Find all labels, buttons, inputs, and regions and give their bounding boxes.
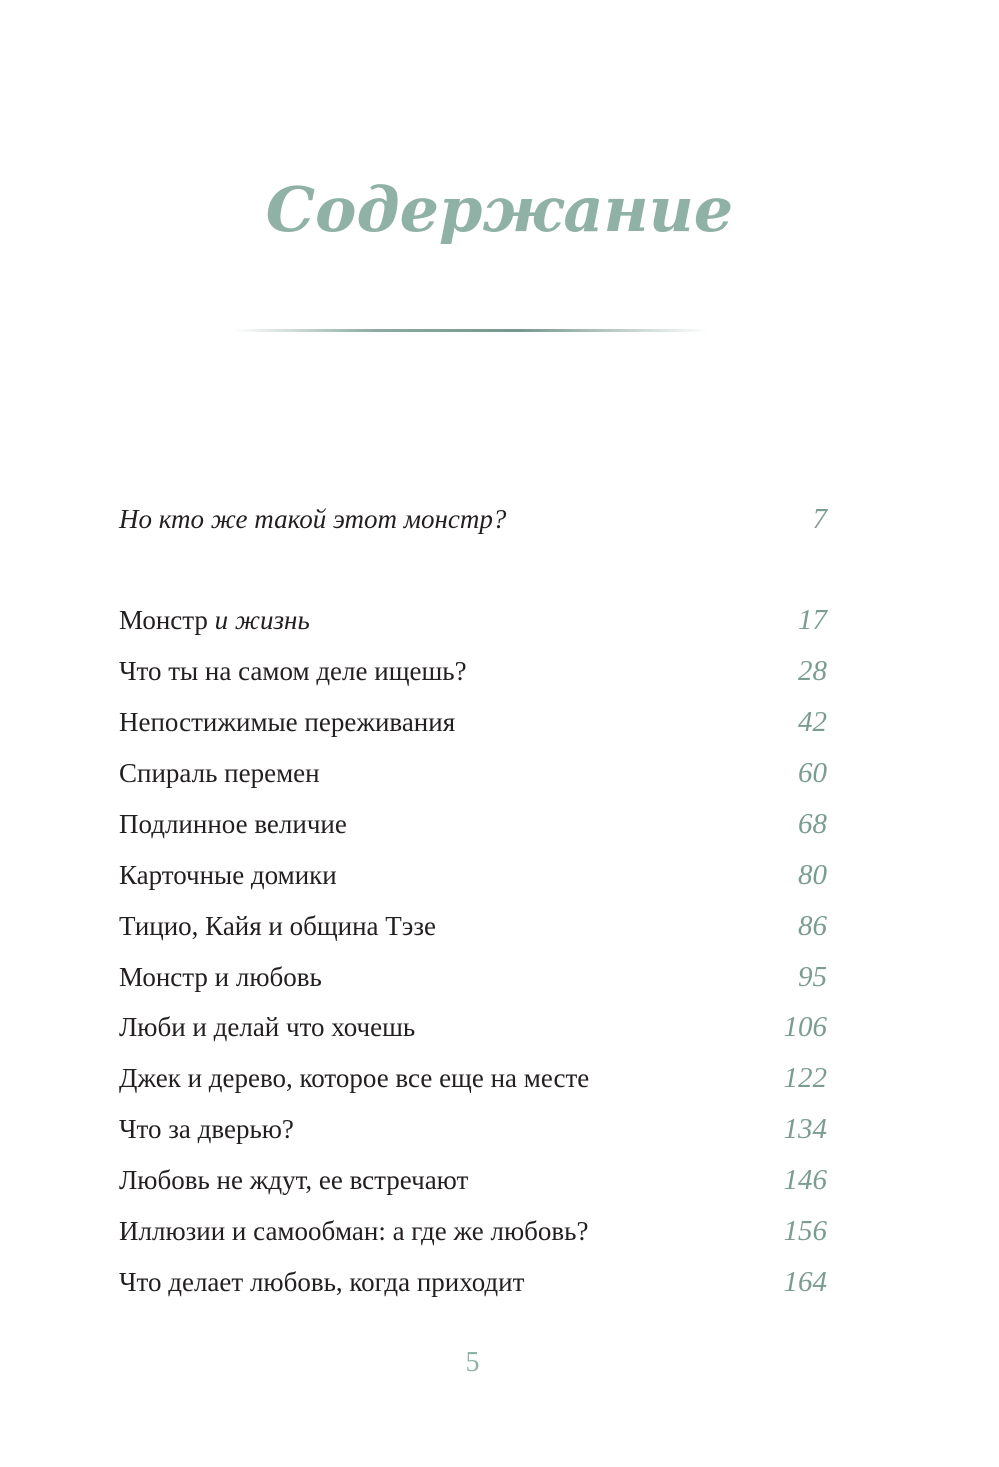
toc-entry-page: 80 [798,859,827,891]
toc-entry-page: 156 [783,1215,827,1247]
toc-entry-label [119,600,310,640]
toc-entry-label: Джек и дерево, которое все еще на месте [119,1063,590,1093]
toc-entry[interactable] [119,1160,827,1200]
toc-entry[interactable] [119,600,827,640]
toc-entry-page: 95 [798,961,827,993]
toc-entry-intro[interactable] [119,499,827,539]
toc-entry[interactable] [119,1109,827,1149]
toc-entry-page: 86 [798,910,827,942]
toc-entry-page: 106 [783,1011,827,1043]
toc-entry-page: 42 [798,706,827,738]
toc-entry[interactable] [119,702,827,742]
toc-entry[interactable] [119,1058,827,1098]
toc-entry-page: 134 [783,1113,827,1145]
page-number: 5 [465,1347,480,1378]
toc-entry-label: Люби и делай что хочешь [119,1012,416,1042]
toc-entry-page: 68 [798,808,827,840]
toc-entry-label: Но кто же такой этот монстр? [119,504,507,534]
toc-entry-label: Тицио, Кайя и община Тэзе [119,911,437,941]
toc-entry[interactable] [119,855,827,895]
toc-entry[interactable] [119,651,827,691]
toc-entry-label: Подлинное величие [119,809,347,839]
toc-entry[interactable] [119,906,827,946]
toc-entry-label-plain: Монстр [119,605,215,635]
toc-entry-page: 60 [798,757,827,789]
toc-entry[interactable] [119,1007,827,1047]
toc-entry-page: 164 [783,1266,827,1298]
page-title: Содержание [265,173,734,246]
toc-entry-page: 146 [783,1164,827,1196]
toc-entry-label: Карточные домики [119,860,337,890]
toc-entry[interactable] [119,957,827,997]
toc-entry-label: Любовь не ждут, ее встречают [119,1165,469,1195]
toc-entry-label: Что ты на самом деле ищешь? [119,656,467,686]
toc-entry-label: Иллюзии и самообман: а где же любовь? [119,1216,589,1246]
toc-entry[interactable] [119,753,827,793]
toc-entry-page: 7 [812,503,827,535]
toc-entry[interactable] [119,1211,827,1251]
toc-entry-label: Спираль перемен [119,758,320,788]
toc-entry-label: Что делает любовь, когда приходит [119,1267,525,1297]
toc-entry-label: Непостижимые переживания [119,707,456,737]
toc-entry-page: 28 [798,655,827,687]
toc-entry[interactable] [119,1262,827,1302]
toc-entry-page: 122 [783,1062,827,1094]
title-divider [233,329,709,332]
toc-entry-label: Монстр и любовь [119,962,322,992]
toc-entry-label: Что за дверью? [119,1114,294,1144]
toc-entry-label-emphasis: и жизнь [214,605,310,635]
toc-entry-page: 17 [798,604,827,636]
toc-entry[interactable] [119,804,827,844]
